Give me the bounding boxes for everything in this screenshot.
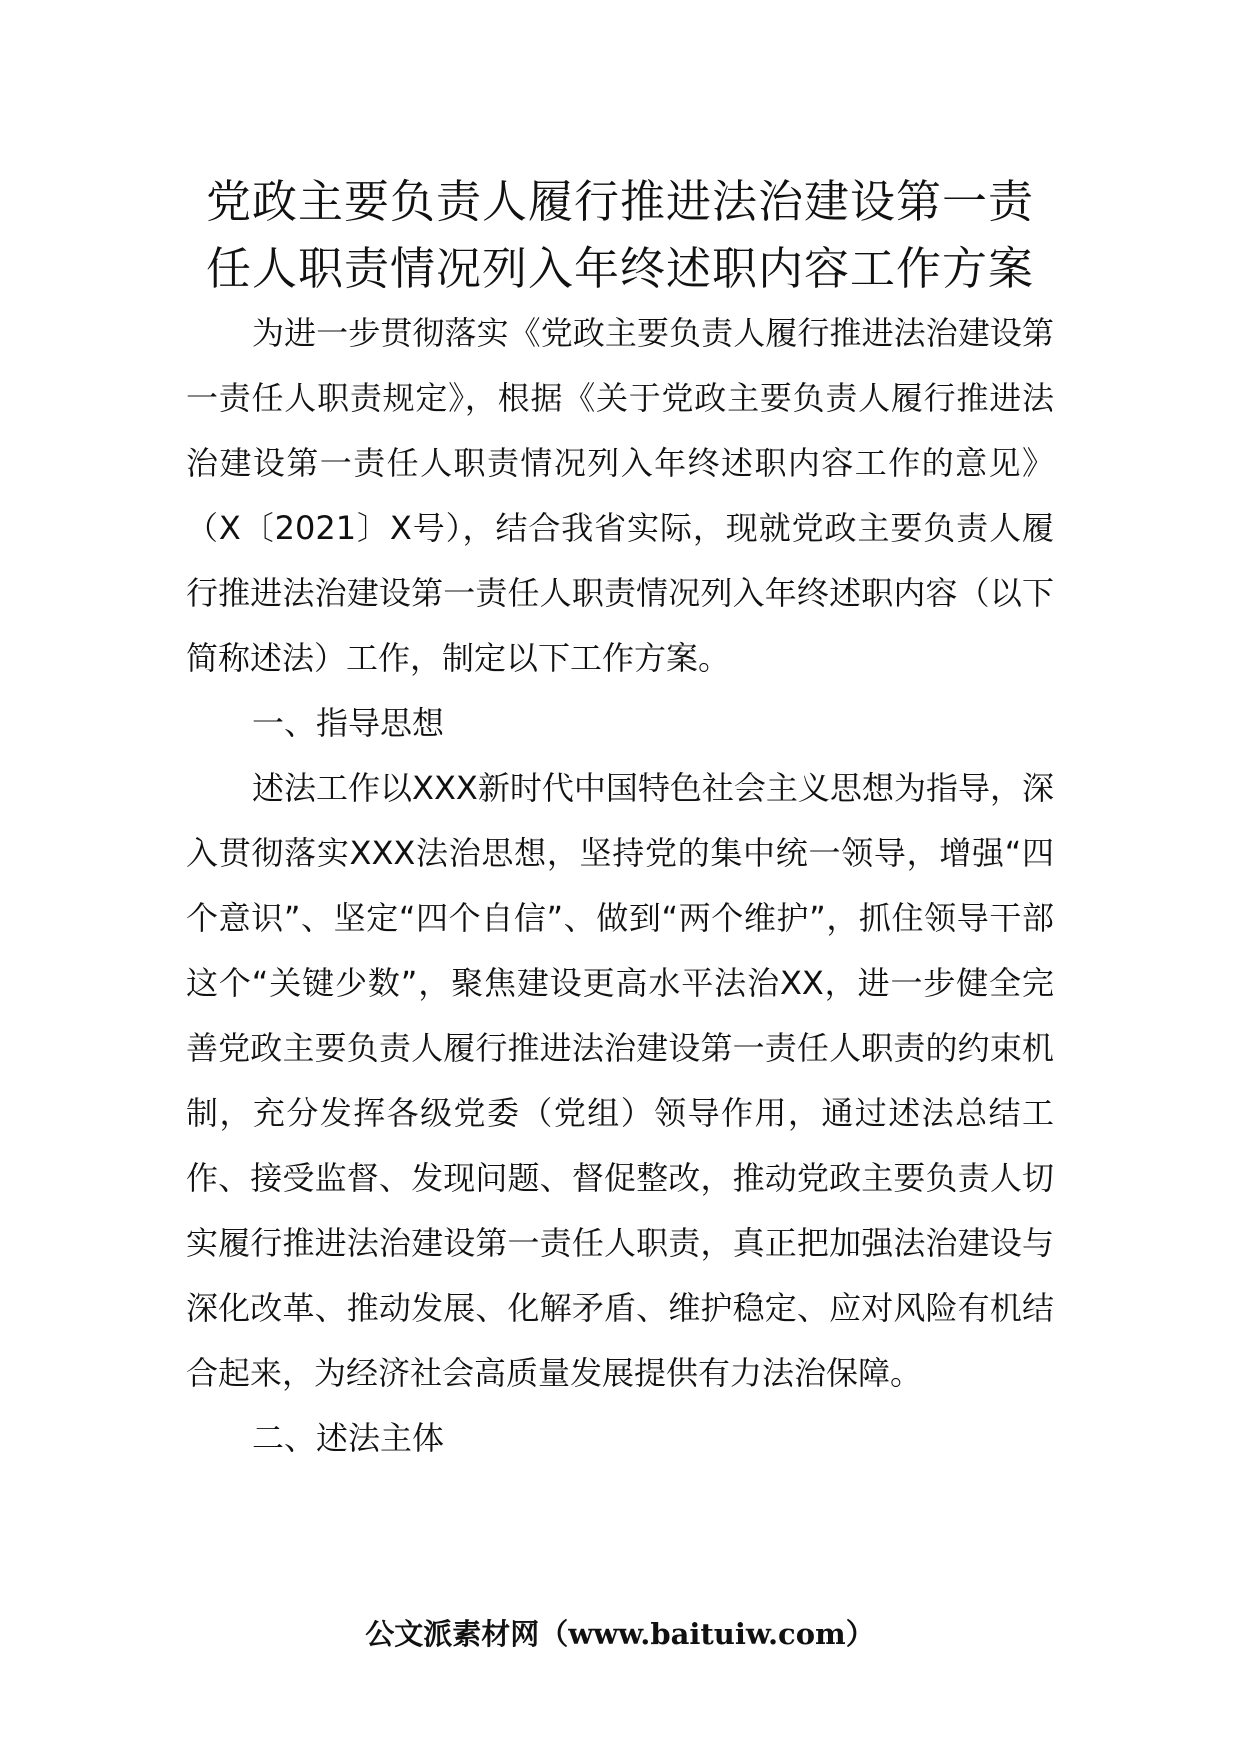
document-title	[150, 168, 1090, 302]
title-line-1: 党政主要负责人履行推进法治建设第一责	[205, 175, 1034, 228]
intro-paragraph: 为进一步贯彻落实《党政主要负责人履行推进法治建设第一责任人职责规定》，根据《关于党政主要负责人履行推进法治建设第一责任人职责情况列入年终述职内容工作的意见》（X〔2021〕X号），结合我省实际，现就党政主要负责人履行推进法治建设第一责任人职责情况列入年终述职内容（以下简称述法）工作，制定以下工作方案。	[186, 314, 1054, 677]
section-heading-reporting-subjects: 二、述法主体	[252, 1419, 445, 1457]
section-heading-guiding-ideology: 一、指导思想	[252, 704, 445, 742]
document-body	[186, 301, 1054, 1471]
footer-watermark: 公文派素材网（www.baituiw.com）	[365, 1617, 875, 1651]
guiding-ideology-paragraph: 述法工作以XXX新时代中国特色社会主义思想为指导，深入贯彻落实XXX法治思想，坚持党的集中统一领导，增强“四个意识”、坚定“四个自信”、做到“两个维护”，抓住领导干部这个“关键少数”，聚焦建设更高水平法治XX，进一步健全完善党政主要负责人履行推进法治建设第一责任人职责的约束机制，充分发挥各级党委（党组）领导作用，通过述法总结工作、接受监督、发现问题、督促整改，推动党政主要负责人切实履行推进法治建设第一责任人职责，真正把加强法治建设与深化改革、推动发展、化解矛盾、维护稳定、应对风险有机结合起来，为经济社会高质量发展提供有力法治保障。	[186, 769, 1054, 1392]
title-line-2: 任人职责情况列入年终述职内容工作方案	[205, 242, 1034, 295]
